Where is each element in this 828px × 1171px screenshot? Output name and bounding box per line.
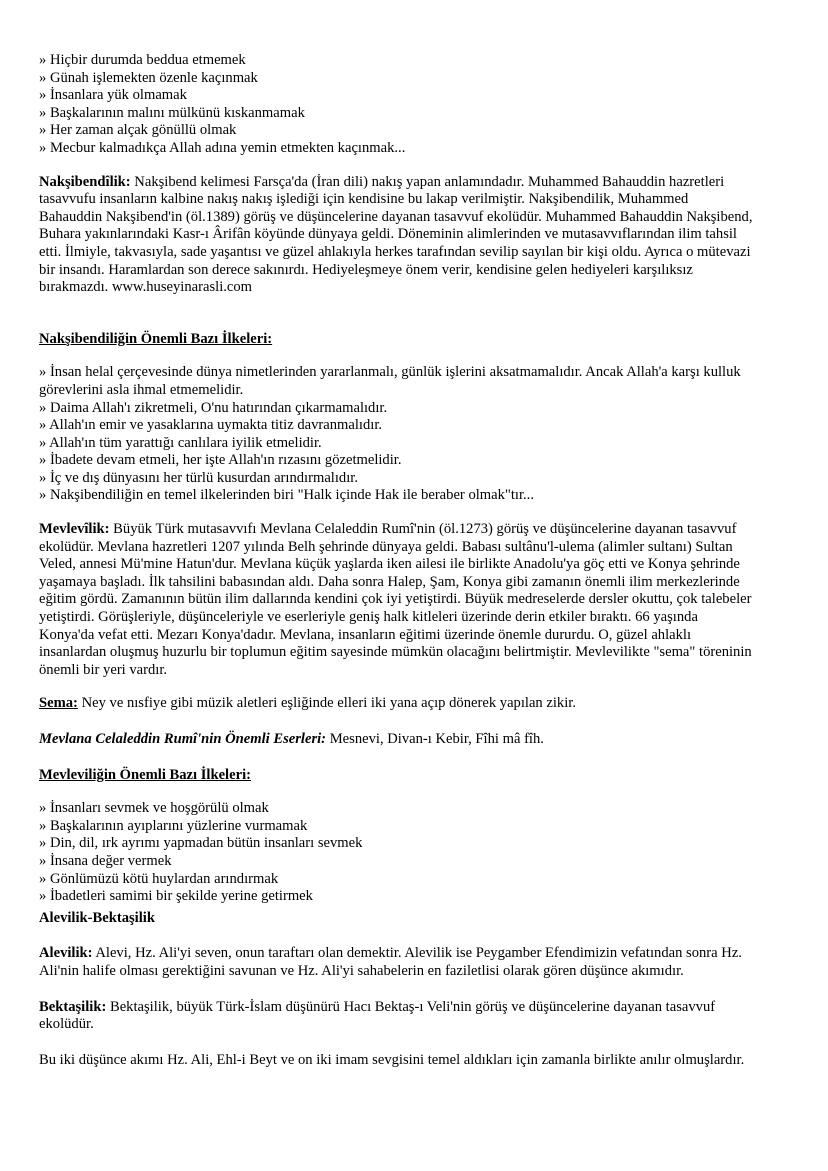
document-page xyxy=(39,52,791,1069)
paragraph-line: ekolüdür. xyxy=(39,1016,94,1033)
paragraph-line: insanlardan oluşmuş huzurlu bir toplumun eğitim sayesinde mümkün olacağını belirtmiştir. Mevlevilikte "sema" töreninin xyxy=(39,644,752,661)
paragraph-line: yaşamaya başladı. İlk tahsilini babasından aldı. Daha sonra Halep, Şam, Konya gibi zamanın önemli ilim merkezlerinde xyxy=(39,573,740,590)
paragraph-line: Buhara yakınlarındaki Kasr-ı Ârifân köyünde dünyaya geldi. Döneminin alimlerinden ve mutasavvıflarından ilim tahsil xyxy=(39,226,737,243)
sema-term: Sema: xyxy=(39,695,78,712)
paragraph-line: Bektaşilik, büyük Türk-İslam düşünürü Hacı Bektaş-ı Veli'nin görüş ve düşüncelerine dayanan tasavvuf xyxy=(106,998,716,1015)
naksibendilik-paragraph xyxy=(39,174,791,297)
list-item: » Daima Allah'ı zikretmeli, O'nu hatırından çıkarmamalıdır. xyxy=(39,399,388,416)
closing-paragraph: Bu iki düşünce akımı Hz. Ali, Ehl-i Beyt ve on iki imam sevgisini temel aldıkları için zamanla birlikte anılır olmuşlardır. xyxy=(39,1051,745,1068)
paragraph-line: etti. İlmiyle, takvasıyla, sade yaşantısı ve güzel ahlakıyla herkes tarafından sevilip sayılan bir kişi oldu. Ayrıca o mütevazi xyxy=(39,243,751,260)
list-item: » Her zaman alçak gönüllü olmak xyxy=(39,122,237,139)
list-item: görevlerini asla ihmal etmemelidir. xyxy=(39,381,244,398)
list-item: » Allah'ın tüm yarattığı canlılara iyilik etmelidir. xyxy=(39,434,322,451)
list-item: » İbadete devam etmeli, her işte Allah'ın rızasını gözetmelidir. xyxy=(39,452,402,469)
list-item: » Hiçbir durumda beddua etmemek xyxy=(39,52,246,68)
list-item: » İnsanları sevmek ve hoşgörülü olmak xyxy=(39,800,269,817)
paragraph-line: Konya'da vefat etti. Mezarı Konya'dadır. Mevlana, insanların eğitimi üzerinde önemle dururdu. O, güzel ahlaklı xyxy=(39,626,692,643)
alevilik-paragraph xyxy=(39,945,791,980)
naksibendi-principles-list xyxy=(39,364,791,505)
naksibendi-principles-heading: Nakşibendiliğin Önemli Bazı İlkeleri: xyxy=(39,330,273,347)
list-item: » İnsana değer vermek xyxy=(39,852,172,869)
list-item: » Başkalarının ayıplarını yüzlerine vurmamak xyxy=(39,817,308,834)
paragraph-line: önemli bir yeri vardır. xyxy=(39,661,168,678)
intro-list xyxy=(39,52,791,158)
sema-paragraph xyxy=(39,695,791,713)
list-item: » Din, dil, ırk ayrımı yapmadan bütün insanları sevmek xyxy=(39,835,363,852)
eserler-paragraph xyxy=(39,731,791,749)
mevlevilik-paragraph xyxy=(39,521,791,679)
eserler-text: Mesnevi, Divan-ı Kebir, Fîhi mâ fîh. xyxy=(326,731,544,747)
sema-text: Ney ve nısfiye gibi müzik aletleri eşliğinde elleri iki yana açıp dönerek yapılan zikir. xyxy=(77,695,576,712)
list-item: » Günah işlemekten özenle kaçınmak xyxy=(39,69,258,86)
list-item: » Allah'ın emir ve yasaklarına uymakta titiz davranmalıdır. xyxy=(39,417,383,434)
mevlevilik-term: Mevlevîlik: xyxy=(39,521,110,538)
list-item: » İnsanlara yük olmamak xyxy=(39,87,187,104)
list-item: » Mecbur kalmadıkça Allah adına yemin etmekten kaçınmak... xyxy=(39,139,406,156)
eserler-term: Mevlana Celaleddin Rumî'nin Önemli Eserleri: xyxy=(39,731,327,747)
paragraph-line: Veled, annesi Mü'mine Hatun'dur. Mevlana küçük yaşlarda iken ailesi ile birlikte Anadolu'ya göç etti ve Konya şehrinde xyxy=(39,556,740,573)
paragraph-line: Ali'nin halife olması gerektiğini savunan ve Hz. Ali'yi sahabelerin en faziletlisi olarak gören düşünce akımıdır. xyxy=(39,962,684,979)
paragraph-line: bırakmazdı. www.huseyinarasli.com xyxy=(39,279,253,296)
paragraph-line: yetiştirdi. Görüşleriyle, düşünceleriyle ve eserleriyle geniş halk kitleleri üzerinde derin etkiler bıraktı. 66 yaşında xyxy=(39,609,698,626)
paragraph-line: ekolüdür. Mevlana hazretleri 1207 yılında Belh şehrinde dünyaya geldi. Babası sultânu'l-ulema (alimler sultanı) Sultan xyxy=(39,538,733,555)
bektasilik-term: Bektaşilik: xyxy=(39,998,107,1015)
list-item: » Gönlümüzü kötü huylardan arındırmak xyxy=(39,870,279,887)
mevlevi-principles-heading: Mevleviliğin Önemli Bazı İlkeleri: xyxy=(39,766,251,783)
paragraph-line: Alevi, Hz. Ali'yi seven, onun taraftarı olan demektir. Alevilik ise Peygamber Efendimizin vefatından sonra Hz. xyxy=(92,945,742,962)
bektasilik-paragraph xyxy=(39,999,791,1034)
list-item: » İç ve dış dünyasını her türlü kusurdan arındırmalıdır. xyxy=(39,469,358,486)
paragraph-line: Büyük Türk mutasavvıfı Mevlana Celaleddin Rumî'nin (öl.1273) görüş ve düşüncelerine dayanan tasavvuf xyxy=(109,521,737,538)
naksibendilik-term: Nakşibendîlik: xyxy=(39,173,131,190)
list-item: » Başkalarının malını mülkünü kıskanmamak xyxy=(39,104,305,121)
alevilik-bektasilik-heading: Alevilik-Bektaşilik xyxy=(39,909,155,926)
alevilik-term: Alevilik: xyxy=(39,945,93,962)
list-item: » İnsan helal çerçevesinde dünya nimetlerinden yararlanmalı, günlük işlerini aksatmamalıdır. Ancak Allah'a karşı kulluk xyxy=(39,364,741,381)
paragraph-line: tasavvufu insanların kalbine nakış nakış işlediği için kendisine bu lakap verilmiştir. Nakşibendilik, Muhammed xyxy=(39,191,689,208)
paragraph-line: Nakşibend kelimesi Farsça'da (İran dili) nakış yapan anlamındadır. Muhammed Bahauddin hazretleri xyxy=(130,173,725,190)
paragraph-line: bir insandı. Haramlardan son derece sakınırdı. Hediyeleşmeye önem verir, kendisine gelen hediyeleri karşılıksız xyxy=(39,261,693,278)
list-item: » İbadetleri samimi bir şekilde yerine getirmek xyxy=(39,888,313,905)
paragraph-line: Bahauddin Nakşibend'in (öl.1389) görüş ve düşüncelerine dayanan tasavvuf ekolüdür. Muhammed Bahauddin Nakşibend, xyxy=(39,208,753,225)
list-item: » Nakşibendiliğin en temel ilkelerinden biri "Halk içinde Hak ile beraber olmak"tır... xyxy=(39,487,534,504)
paragraph-line: eğitim gördü. Zamanının bütün ilim dallarında kendini çok iyi yetiştirdi. Büyük medreselerde dersler okuttu, çok talebeler xyxy=(39,591,752,608)
mevlevi-principles-list xyxy=(39,800,791,906)
